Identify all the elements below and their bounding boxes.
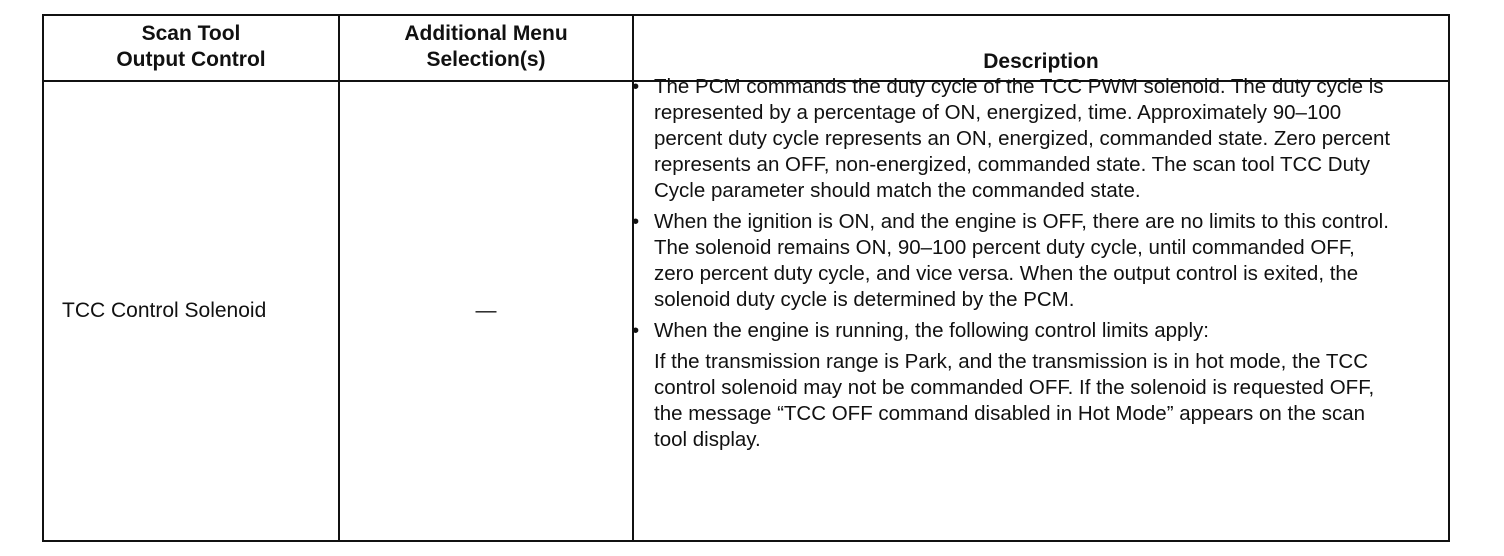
cell-menu-selection [340,82,632,540]
description-bullet [628,318,1398,453]
cell-description [628,74,1398,458]
output-control-value: TCC Control Solenoid [62,299,267,322]
header-line: Output Control [116,48,266,71]
bullet-subparagraph: If the transmission range is Park, and the transmission is in hot mode, the TCC control solenoid may not be commanded OFF. If the solenoid is requested OFF, the message “TCC OFF command disabled in Hot Mode” appears on the scan tool display. [654,350,1375,451]
header-description [634,16,1448,80]
header-line: Additional Menu [404,22,568,45]
header-additional-menu-selections [340,16,632,80]
header-line: Description [983,50,1099,73]
bullet-icon: • [632,210,640,233]
header-line: Selection(s) [426,48,546,71]
description-bullet [628,209,1398,313]
header-scan-tool-output-control [44,16,338,80]
bullet-text: The PCM commands the duty cycle of the TCC PWM solenoid. The duty cycle is represented by a percentage of ON, energized, time. Approximately 90–100 percent duty cycle represents an ON, energized, commanded state. Zero percent represents an OFF, non-energized, commanded state. The scan tool TCC Duty Cycle parameter should match the commanded state. [654,75,1391,202]
header-line: Scan Tool [141,22,241,45]
description-bullet [628,74,1398,204]
menu-selection-value: — [475,299,497,322]
bullet-icon: • [632,75,640,98]
bullet-text: When the engine is running, the following control limits apply: [654,319,1209,342]
bullet-icon: • [632,319,640,342]
cell-output-control [62,82,338,540]
bullet-text: When the ignition is ON, and the engine is OFF, there are no limits to this control. The solenoid remains ON, 90–100 percent duty cycle, until commanded OFF, zero percent duty cycle, and vice versa. When the output control is exited, the solenoid duty cycle is determined by the PCM. [654,210,1389,311]
